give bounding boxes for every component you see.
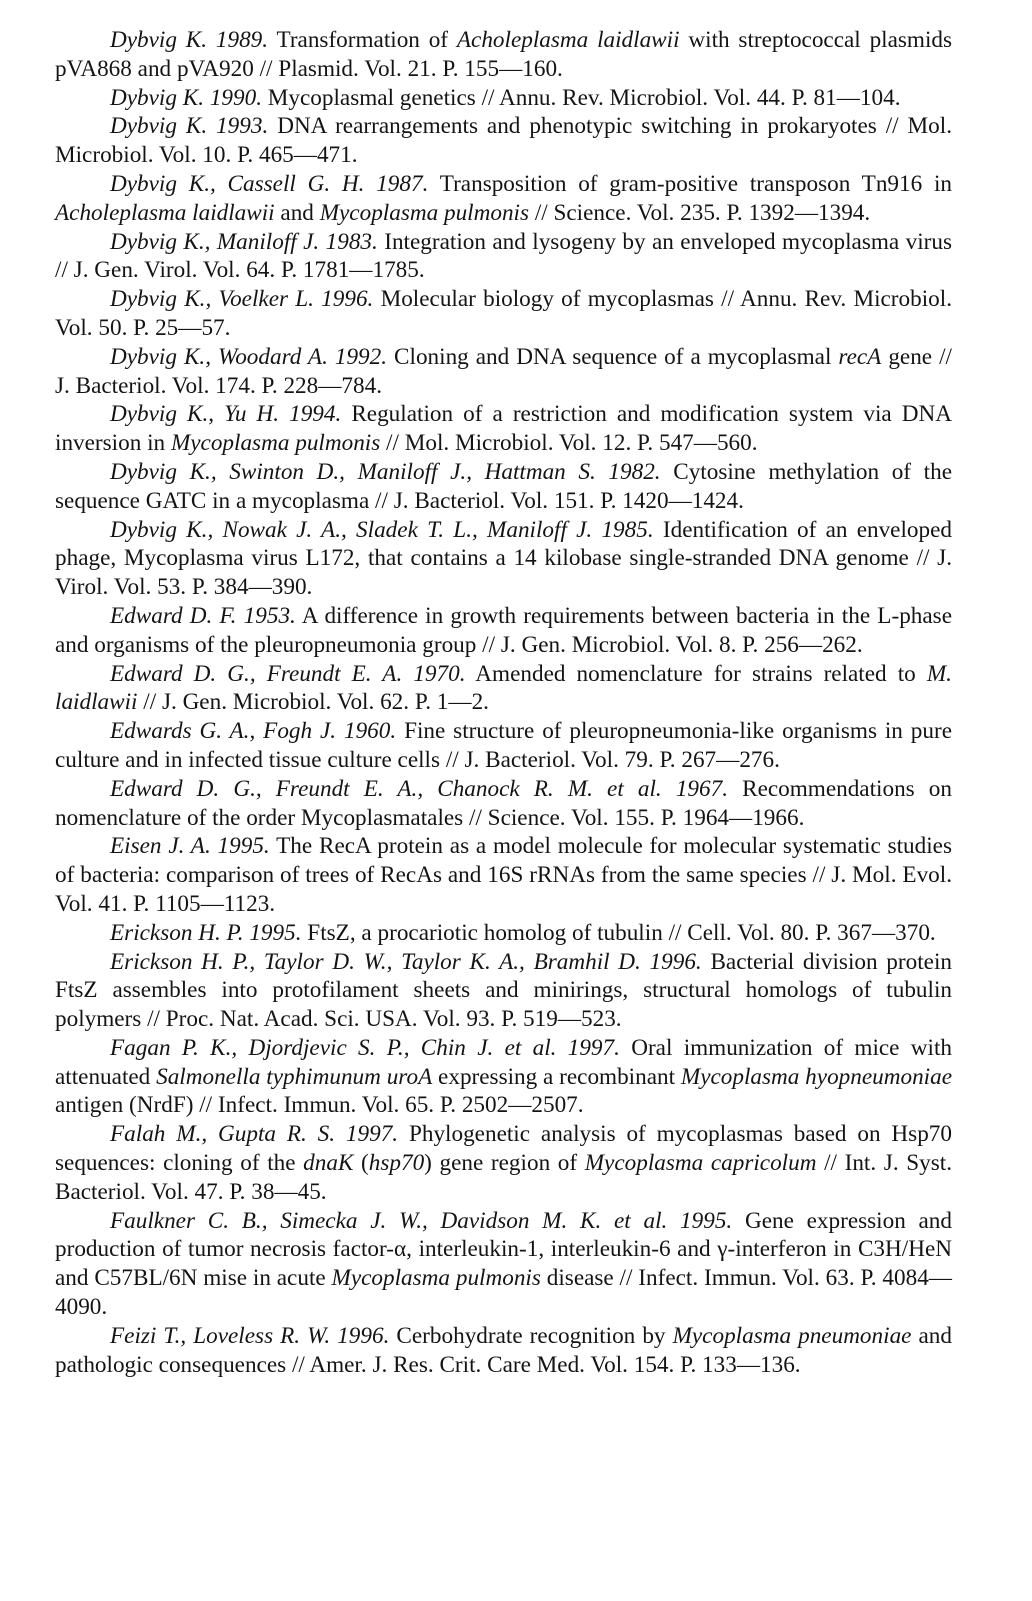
reference-text: DNA rearrangements and phenotypic switching in prokaryotes // Mol. Microbiol. Vol. 10. P. 465—471.: [55, 113, 952, 169]
reference-authors-year: Dybvig K., Woodard A. 1992.: [110, 343, 388, 370]
reference-text: with streptococcal plasmids pVA868 and pVA920 // Plasmid. Vol. 21. P. 155—160.: [55, 27, 953, 82]
reference-authors-year: Edward D. F. 1953.: [110, 602, 296, 629]
reference-text: Molecular biology of mycoplasmas // Annu. Rev. Microbiol. Vol. 50. P. 25—57.: [55, 286, 952, 341]
reference-text: Identification of an enveloped phage, Mycoplasma virus L172, that contains a 14 kilobase single-stranded DNA genome // J. Virol. Vol. 53. P. 384—390.: [55, 516, 952, 601]
reference-text: Fine structure of pleuropneumonia-like organisms in pure culture and in infected tissue culture cells // J. Bacteriol. Vol. 79. P. 267—276.: [55, 718, 953, 773]
reference-text: Integration and lysogeny by an enveloped mycoplasma virus // J. Gen. Virol. Vol. 64. P. 1781—1785.: [55, 228, 952, 284]
reference-text: // J. Gen. Microbiol. Vol. 62. P. 1—2.: [137, 689, 489, 716]
reference-text: expressing a recombinant: [432, 1063, 681, 1090]
reference-authors-year: Falah M., Gupta R. S. 1997.: [110, 1121, 399, 1148]
reference-italic-text: Acholeplasma laidlawii: [55, 199, 275, 226]
reference-text: (: [353, 1150, 369, 1177]
reference-text: // Int. J. Syst. Bacteriol. Vol. 47. P. 38—45.: [55, 1150, 952, 1205]
reference-list: [55, 26, 952, 1379]
reference-text: gene // J. Bacteriol. Vol. 174. P. 228—784.: [55, 343, 952, 399]
reference-italic-text: Mycoplasma pulmonis: [331, 1265, 541, 1292]
reference-entry: [55, 1322, 952, 1380]
reference-text: Bacterial division protein FtsZ assembles into protofilament sheets and minirings, structural homologs of tubulin polymers // Proc. Nat. Acad. Sci. USA. Vol. 93. P. 519—523.: [55, 948, 952, 1033]
reference-authors-year: Fagan P. K., Djordjevic S. P., Chin J. et al. 1997.: [110, 1034, 620, 1061]
reference-text: and pathologic consequences // Amer. J. Res. Crit. Care Med. Vol. 154. P. 133—136.: [55, 1322, 952, 1378]
reference-entry: [55, 1120, 952, 1206]
reference-entry: [55, 832, 952, 918]
reference-authors-year: Dybvig K. 1993.: [110, 113, 269, 140]
reference-text: FtsZ, a procariotic homolog of tubulin // Cell. Vol. 80. P. 367—370.: [301, 919, 936, 946]
reference-entry: [55, 170, 952, 228]
reference-text: Cloning and DNA sequence of a mycoplasmal: [387, 343, 839, 370]
reference-italic-text: Mycoplasma pneumoniae: [672, 1322, 912, 1349]
reference-entry: [55, 285, 952, 343]
reference-text: Gene expression and production of tumor necrosis factor-α, interleukin-1, interleukin-6 and γ-interferon in C3H/HeN and C57BL/6N mise in acute: [55, 1207, 952, 1292]
reference-text: Transposition of gram-positive transposon Tn916 in: [428, 170, 952, 197]
reference-authors-year: Erickson H. P. 1995.: [110, 919, 302, 946]
reference-authors-year: Faulkner C. B., Simecka J. W., Davidson M. K. et al. 1995.: [110, 1207, 733, 1234]
reference-italic-text: dnaK: [303, 1150, 354, 1177]
reference-text: disease // Infect. Immun. Vol. 63. P. 4084—4090.: [55, 1265, 952, 1321]
reference-text: ) gene region of: [424, 1150, 585, 1177]
reference-authors-year: Dybvig K., Voelker L. 1996.: [110, 286, 374, 313]
reference-authors-year: Dybvig K. 1989.: [110, 27, 269, 53]
reference-entry: [55, 400, 952, 458]
reference-entry: [55, 660, 952, 718]
reference-text: Amended nomenclature for strains related to: [465, 660, 927, 687]
reference-italic-text: Salmonella typhimunum uroA: [156, 1063, 433, 1090]
reference-entry: [55, 458, 952, 516]
reference-italic-text: hsp70: [368, 1150, 425, 1177]
reference-text: Transformation of: [268, 27, 457, 53]
reference-entry: [55, 1207, 952, 1322]
reference-italic-text: recA: [838, 343, 882, 370]
reference-italic-text: Mycoplasma pulmonis: [170, 430, 381, 457]
reference-entry: [55, 343, 952, 401]
reference-text: and: [274, 199, 320, 226]
reference-entry: [55, 112, 952, 170]
reference-text: antigen (NrdF) // Infect. Immun. Vol. 65. P. 2502—2507.: [55, 1092, 584, 1119]
reference-italic-text: Acholeplasma laidlawii: [456, 27, 680, 53]
reference-text: // Mol. Microbiol. Vol. 12. P. 547—560.: [380, 430, 758, 457]
reference-text: Phylogenetic analysis of mycoplasmas based on Hsp70 sequences: cloning of the: [55, 1121, 952, 1177]
reference-entry: [55, 717, 952, 775]
reference-text: Oral immunization of mice with attenuated: [55, 1034, 952, 1090]
reference-italic-text: Mycoplasma capricolum: [584, 1150, 817, 1177]
reference-entry: [55, 775, 952, 833]
reference-entry: [55, 84, 952, 113]
reference-entry: [55, 1034, 952, 1120]
reference-entry: [55, 26, 952, 84]
reference-authors-year: Dybvig K. 1990.: [110, 84, 262, 111]
reference-entry: [55, 228, 952, 286]
reference-authors-year: Dybvig K., Swinton D., Maniloff J., Hattman S. 1982.: [110, 458, 661, 485]
reference-authors-year: Edward D. G., Freundt E. A. 1970.: [110, 660, 466, 687]
reference-text: Cytosine methylation of the sequence GATC in a mycoplasma // J. Bacteriol. Vol. 151. P. 1420—1424.: [55, 458, 952, 514]
reference-entry: [55, 602, 952, 660]
reference-authors-year: Dybvig K., Nowak J. A., Sladek T. L., Maniloff J. 1985.: [110, 516, 654, 543]
reference-authors-year: Dybvig K., Cassell G. H. 1987.: [110, 170, 429, 197]
reference-authors-year: Edward D. G., Freundt E. A., Chanock R. M. et al. 1967.: [110, 775, 728, 802]
reference-entry: [55, 516, 952, 602]
reference-text: Regulation of a restriction and modification system via DNA inversion in: [55, 401, 952, 457]
reference-italic-text: M. laidlawii: [55, 660, 952, 716]
reference-entry: [55, 948, 952, 1034]
reference-authors-year: Erickson H. P., Taylor D. W., Taylor K. A., Bramhil D. 1996.: [110, 948, 702, 975]
reference-text: // Science. Vol. 235. P. 1392—1394.: [529, 199, 871, 226]
reference-authors-year: Feizi T., Loveless R. W. 1996.: [110, 1322, 390, 1349]
reference-authors-year: Dybvig K., Yu H. 1994.: [110, 401, 342, 428]
reference-text: A difference in growth requirements between bacteria in the L-phase and organisms of the pleuropneumonia group // J. Gen. Microbiol. Vol. 8. P. 256—262.: [55, 602, 952, 658]
reference-text: Cerbohydrate recognition by: [389, 1322, 673, 1349]
reference-text: The RecA protein as a model molecule for molecular systematic studies of bacteria: comparison of trees of RecAs and 16S rRNAs from the same species // J. Mol. Evol. Vol. 41. P. 1105—1123.: [55, 833, 952, 917]
reference-italic-text: Mycoplasma pulmonis: [319, 199, 530, 226]
reference-italic-text: Mycoplasma hyopneumoniae: [680, 1063, 952, 1090]
reference-authors-year: Edwards G. A., Fogh J. 1960.: [110, 718, 397, 745]
reference-entry: [55, 919, 952, 948]
reference-text: Mycoplasmal genetics // Annu. Rev. Microbiol. Vol. 44. P. 81—104.: [262, 84, 901, 111]
reference-authors-year: Dybvig K., Maniloff J. 1983.: [110, 228, 378, 255]
reference-text: Recommendations on nomenclature of the order Mycoplasmatales // Science. Vol. 155. P. 1964—1966.: [55, 775, 952, 831]
reference-authors-year: Eisen J. A. 1995.: [110, 833, 270, 860]
